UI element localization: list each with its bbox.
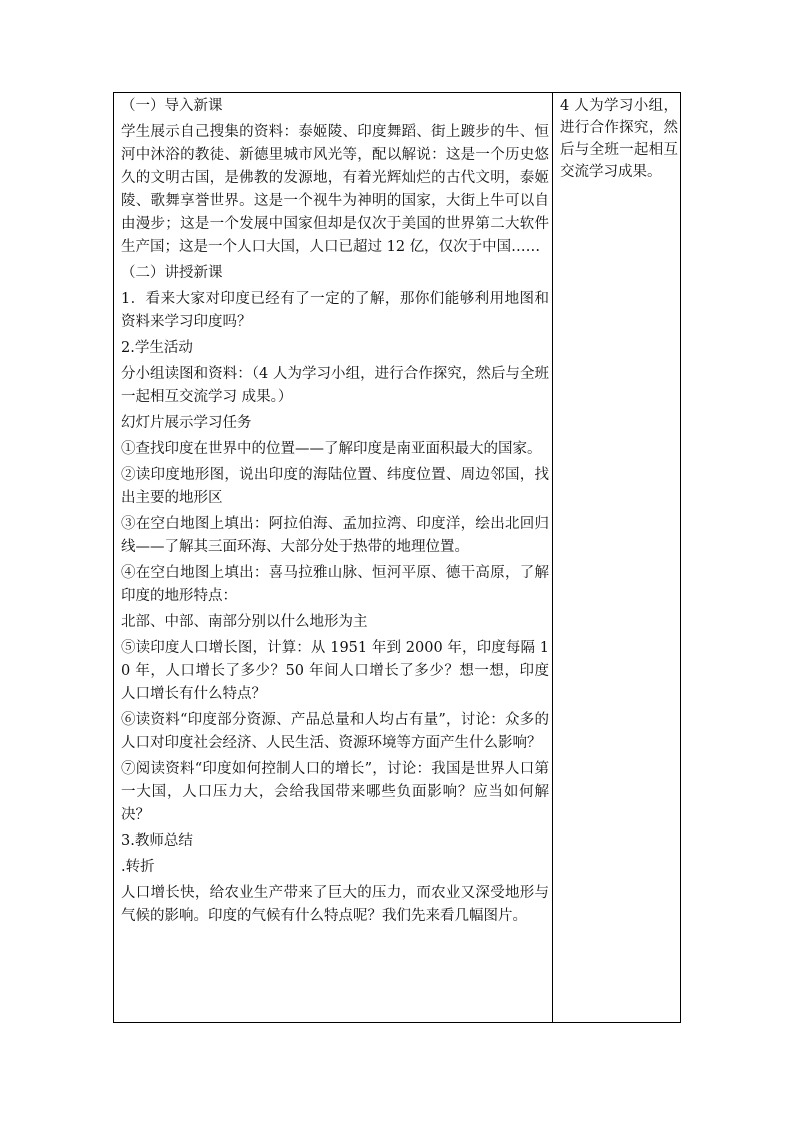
task7: ⑦阅读资料“印度如何控制人口的增长”，讨论：我国是世界人口第一大国，人口压力大，会给我国带来哪些负面影响？应当如何解决？ (121, 761, 549, 823)
task2: ②读印度地形图，说出印度的海陆位置、纬度位置、周边邻国，找出主要的地形区 (121, 467, 549, 506)
section2-heading: （二）讲授新课 (121, 265, 223, 281)
task1: ①查找印度在世界中的位置——了解印度是南亚面积最大的国家。 (121, 441, 542, 457)
lesson-table (113, 92, 681, 1023)
design-intent-column (560, 95, 678, 186)
task5: ⑤读印度人口增长图，计算：从 1951 年到 2000 年，印度每隔 10 年，人口增长了多少？50 年间人口增长了多少？想一想，印度人口增长有什么特点？ (121, 640, 549, 702)
transition-text: 人口增长快，给农业生产带来了巨大的压力，而农业又深受地形与气候的影响。印度的气候有什么特点呢？我们先来看几幅图片。 (121, 885, 549, 924)
item2-heading: 2.学生活动 (121, 340, 193, 356)
task6: ⑥读资料“印度部分资源、产品总量和人均占有量”，讨论：众多的人口对印度社会经济、人民生活、资源环境等方面产生什么影响？ (121, 712, 549, 751)
transition-heading: .转折 (121, 859, 155, 875)
item3-heading: 3.教师总结 (121, 833, 193, 849)
section1-text: 学生展示自己搜集的资料：泰姬陵、印度舞蹈、街上踱步的牛、恒河中沐浴的教徒、新德里城市风光等，配以解说：这是一个历史悠久的文明古国，是佛教的发源地，有着光辉灿烂的古代文明，泰姬陵、歌舞享誉世界。这是一个视牛为神明的国家，大街上牛可以自由漫步；这是一个发展中国家但却是仅次于美国的世界第二大软件生产国；这是一个人口大国，人口已超过 12 亿，仅次于中国…… (121, 124, 549, 255)
task4: ④在空白地图上填出：喜马拉雅山脉、恒河平原、德干高原，了解印度的地形特点： (121, 565, 549, 604)
task4-sub: 北部、中部、南部分别以什么地形为主 (121, 614, 368, 630)
item2-text: 分小组读图和资料：（4 人为学习小组，进行合作探究，然后与全班一起相互交流学习 成果。） (121, 366, 549, 405)
teaching-process-column (121, 95, 549, 931)
section1-heading: （一）导入新课 (121, 98, 223, 114)
side-note: 4 人为学习小组，进行合作探究，然后与全班一起相互交流学习成果。 (560, 98, 678, 180)
column-divider (552, 93, 553, 1022)
item1-text: 1．看来大家对印度已经有了一定的了解，那你们能够利用地图和资料来学习印度吗？ (121, 291, 549, 330)
task3: ③在空白地图上填出：阿拉伯海、孟加拉湾、印度洋，绘出北回归线——了解其三面环海、大部分处于热带的地理位置。 (121, 516, 549, 555)
slide-tasks-heading: 幻灯片展示学习任务 (121, 415, 252, 431)
